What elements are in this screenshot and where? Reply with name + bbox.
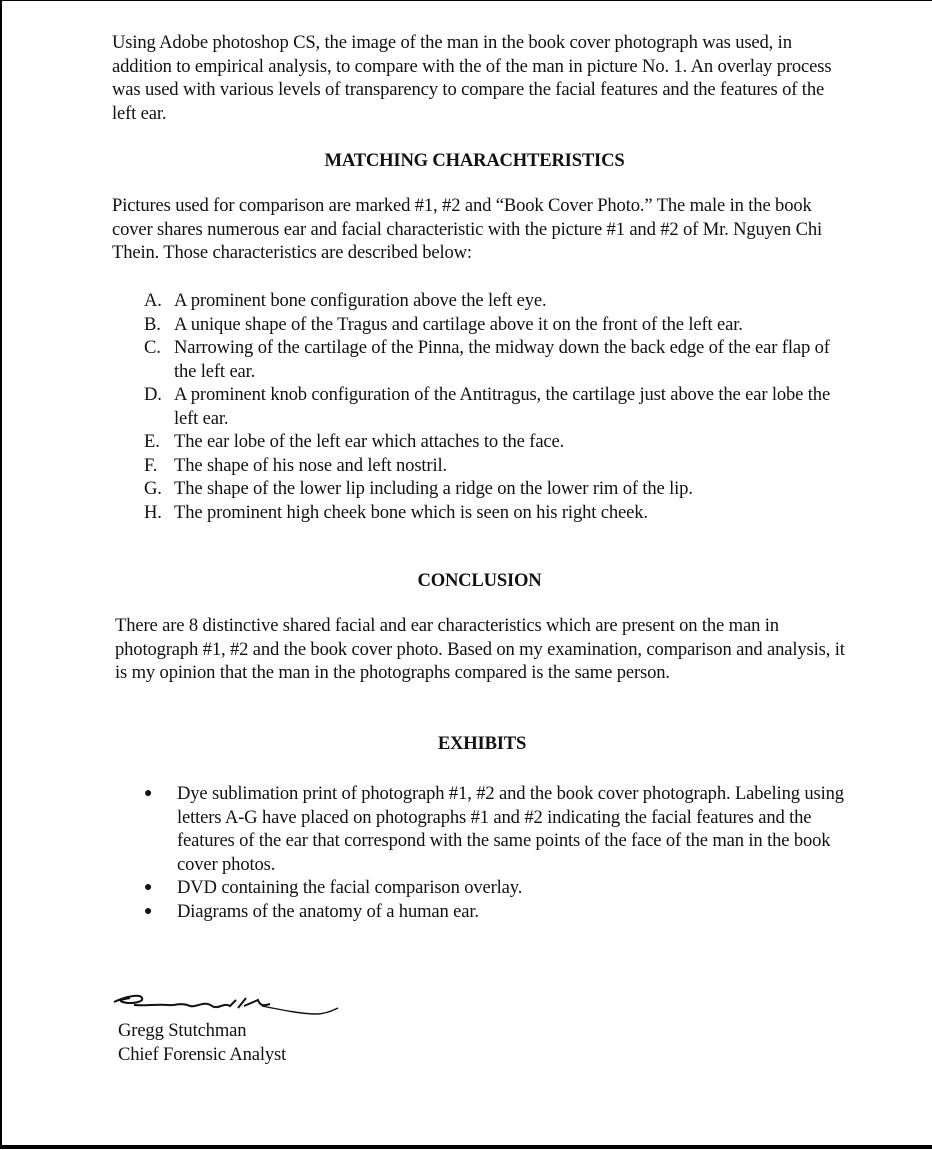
conclusion-paragraph: There are 8 distinctive shared facial and ear characteristics which are present on the man in photograph #1, #2 and the book cover photo. Based on my examination, comparison and analysis, it is my opinion that the man in the photographs compared is the same person.	[115, 615, 845, 683]
list-item	[144, 289, 844, 313]
intro-paragraph: Using Adobe photoshop CS, the image of the man in the book cover photograph was used, in addition to empirical analysis, to compare with the of the man in picture No. 1. An overlay process was used with various levels of transparency to compare the facial features and the features of the left ear.	[112, 32, 832, 124]
bullet-icon: ●	[144, 903, 153, 919]
list-item	[144, 454, 844, 478]
signature-block	[118, 1019, 418, 1066]
list-text: Dye sublimation print of photograph #1, #2 and the book cover photograph. Labeling using letters A-G have placed on photographs #1 and #2 indicating the facial features and the features of the ear that correspond with the same points of the face of the man in the book cover photos.	[177, 783, 844, 875]
conclusion-heading: CONCLUSION	[417, 570, 542, 591]
list-item	[144, 876, 844, 900]
list-text: DVD containing the facial comparison overlay.	[177, 877, 523, 898]
signer-name: Gregg Stutchman	[118, 1020, 247, 1041]
signer-title: Chief Forensic Analyst	[118, 1043, 287, 1065]
exhibits-heading: EXHIBITS	[437, 733, 527, 754]
bottom-border	[0, 1145, 932, 1149]
list-text: The shape of the lower lip including a ridge on the lower rim of the lip.	[174, 478, 693, 499]
document-body	[112, 31, 847, 1065]
list-item	[144, 501, 844, 525]
list-item	[144, 313, 844, 337]
list-text: The ear lobe of the left ear which attaches to the face.	[174, 431, 565, 452]
bullet-icon: ●	[144, 786, 153, 801]
list-item	[144, 900, 844, 924]
list-text: A prominent bone configuration above the left eye.	[174, 290, 547, 311]
matching-paragraph: Pictures used for comparison are marked #1, #2 and “Book Cover Photo.” The male in the book cover shares numerous ear and facial characteristic with the picture #1 and #2 of Mr. Nguyen Chi Thein. Those characteristics are described below:	[112, 195, 822, 263]
list-text: The shape of his nose and left nostril.	[174, 454, 447, 476]
list-text: Narrowing of the cartilage of the Pinna, the midway down the back edge of the ear flap of the left ear.	[174, 337, 830, 382]
list-item	[144, 782, 844, 876]
list-letter: B.	[144, 313, 161, 335]
characteristics-list	[144, 289, 844, 524]
list-text: A unique shape of the Tragus and cartilage above it on the front of the left ear.	[174, 313, 743, 335]
list-letter: F.	[144, 454, 158, 476]
list-letter: D.	[144, 384, 162, 405]
list-item	[144, 477, 844, 501]
list-item	[144, 383, 844, 430]
exhibits-list	[144, 782, 844, 923]
list-letter: C.	[144, 337, 161, 358]
matching-heading: MATCHING CHARACHTERISTICS	[324, 150, 625, 171]
list-text: Diagrams of the anatomy of a human ear.	[177, 900, 479, 922]
list-letter: E.	[144, 431, 160, 452]
bullet-icon: ●	[144, 880, 153, 895]
list-text: A prominent knob configuration of the Antitragus, the cartilage just above the ear lobe the left ear.	[174, 384, 831, 429]
list-letter: G.	[144, 478, 162, 499]
list-item	[144, 430, 844, 454]
list-letter: A.	[144, 290, 162, 311]
list-item	[144, 336, 844, 383]
list-letter: H.	[144, 501, 162, 523]
list-text: The prominent high cheek bone which is seen on his right cheek.	[174, 501, 648, 523]
